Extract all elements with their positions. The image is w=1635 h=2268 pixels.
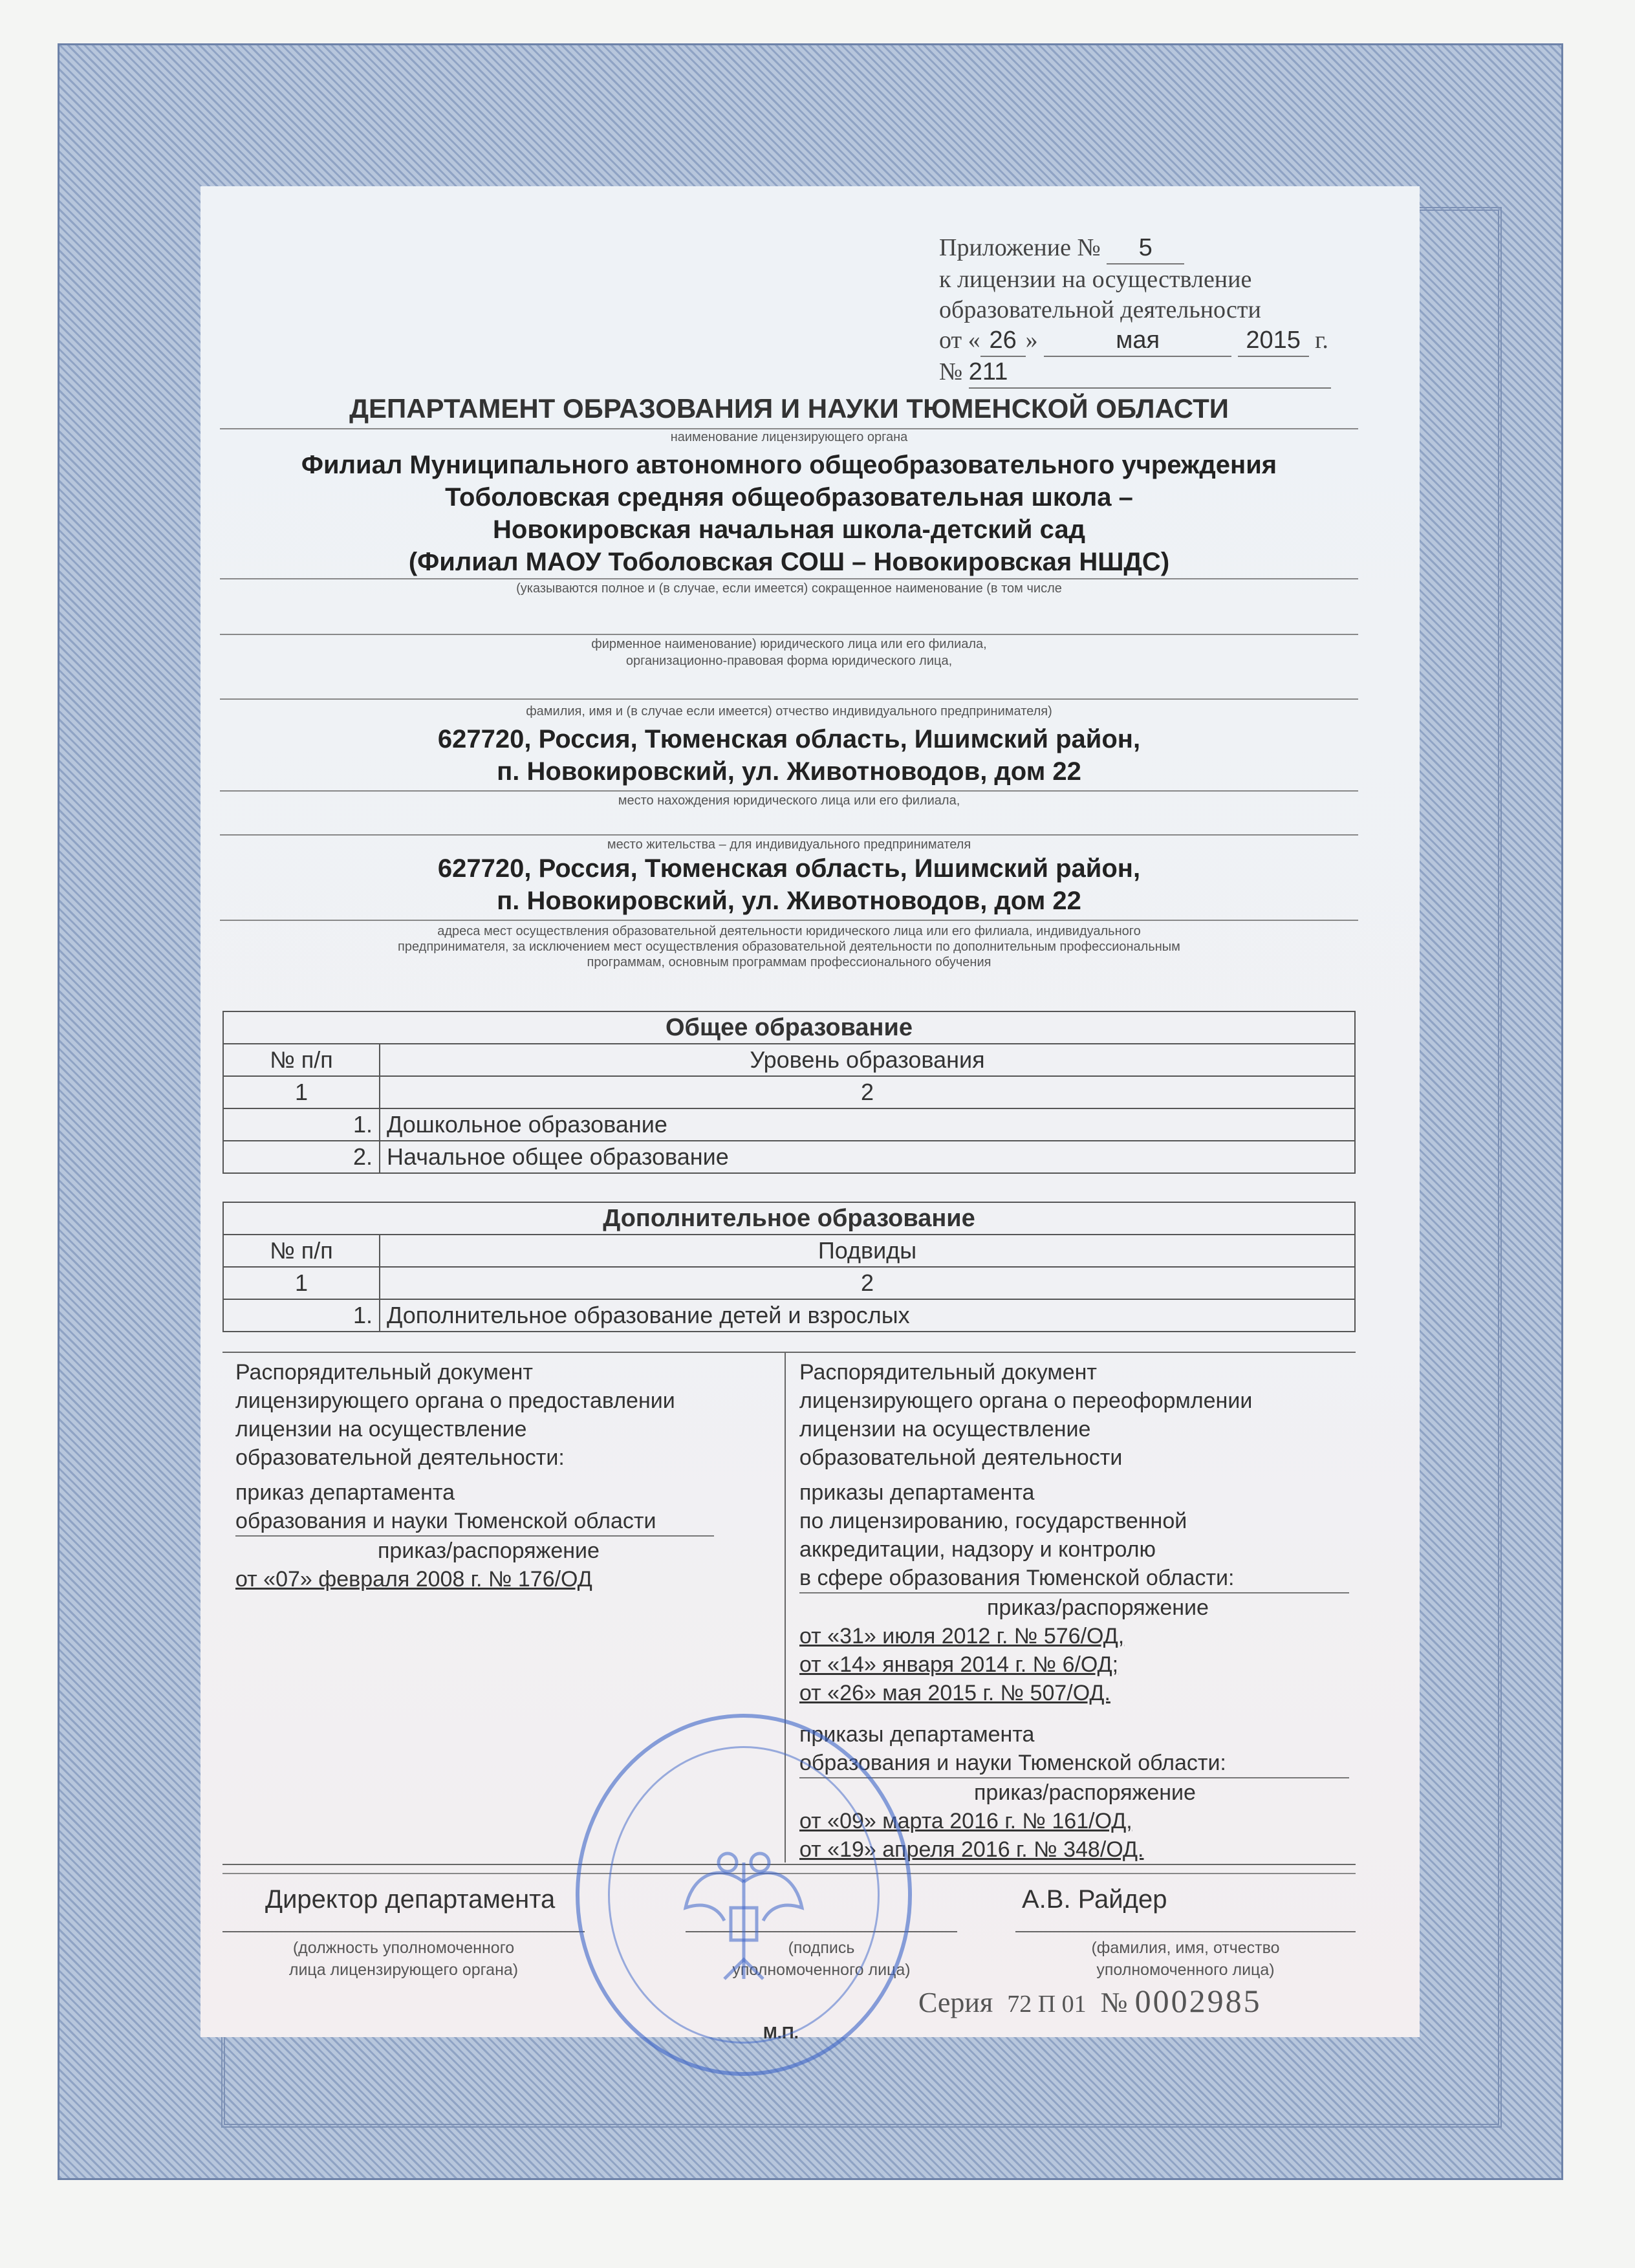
location-caption2: место жительства – для индивидуального предпринимателя	[607, 837, 971, 852]
licensee-name	[220, 449, 1358, 578]
text-line: в сфере образования Тюменской области:	[799, 1564, 1349, 1593]
row-number: 1.	[223, 1108, 380, 1141]
licensee-caption1: (указываются полное и (в случае, если имеется) сокращенное наименование (в том числе	[516, 581, 1062, 596]
appendix-line2: к лицензии на осуществление	[939, 266, 1252, 293]
table-title: Дополнительное образование	[223, 1202, 1355, 1235]
order-type: приказ/распоряжение	[378, 1539, 600, 1563]
order-reference: от «14» января 2014 г. № 6/ОД;	[799, 1652, 1119, 1677]
col-header-subtype: Подвиды	[380, 1235, 1355, 1267]
row-level: Дошкольное образование	[380, 1108, 1355, 1141]
appendix-line3: образовательной деятельности	[939, 296, 1261, 323]
text-line: лицензии на осуществление	[235, 1417, 527, 1442]
series-number-label: №	[1100, 1987, 1128, 2018]
licensee-line: (Филиал МАОУ Тоболовская СОШ – Новокировская НШДС)	[408, 548, 1170, 576]
date-suffix: г.	[1315, 327, 1328, 354]
col-header-level: Уровень образования	[380, 1044, 1355, 1076]
order-reference: от «31» июля 2012 г. № 576/ОД,	[799, 1624, 1125, 1648]
licensee-line: Новокировская начальная школа-детский сад	[493, 515, 1085, 544]
licensee-line: Филиал Муниципального автономного общеобразовательного учреждения	[301, 451, 1277, 479]
series-number: 0002985	[1134, 1983, 1262, 2019]
date-day: 26	[980, 325, 1026, 357]
row-number: 2.	[223, 1141, 380, 1173]
caption-position	[222, 1937, 585, 1981]
table-title: Общее образование	[223, 1011, 1355, 1044]
series-block	[918, 1982, 1262, 2020]
table-row	[223, 1141, 1355, 1173]
text-line: лицензии на осуществление	[799, 1417, 1091, 1442]
appendix-block	[939, 233, 1331, 389]
coat-of-arms-icon	[679, 1837, 808, 1992]
series-label: Серия	[918, 1987, 993, 2018]
licensee-caption3: организационно-правовая форма юридического лица,	[625, 654, 953, 668]
row-number: 1.	[223, 1299, 380, 1332]
order-type: приказ/распоряжение	[987, 1595, 1209, 1620]
position-line	[222, 1931, 585, 1932]
appendix-number: 5	[1107, 233, 1184, 265]
caption-line: предпринимателя, за исключением мест осуществления образовательной деятельности по дополнительным профессиональным	[398, 940, 1180, 954]
additional-education-table	[222, 1202, 1356, 1332]
date-mid: »	[1025, 327, 1038, 354]
location-block	[220, 723, 1358, 788]
series-value: 72 П 01	[1007, 1991, 1087, 2018]
date-year: 2015	[1238, 325, 1309, 357]
row-level: Начальное общее образование	[380, 1141, 1355, 1173]
order-reference: от «26» мая 2015 г. № 507/ОД.	[799, 1681, 1110, 1705]
order-reference: от «09» марта 2016 г. № 161/ОД,	[799, 1809, 1132, 1833]
date-month: мая	[1044, 325, 1231, 357]
text-line: лицензирующего органа о предоставлении	[235, 1388, 675, 1413]
col-header-number: № п/п	[223, 1235, 380, 1267]
text-line: образовательной деятельности:	[235, 1445, 565, 1470]
appendix-label: Приложение №	[939, 234, 1101, 261]
signatory-name: А.В. Райдер	[1022, 1885, 1167, 1914]
text-line: Распорядительный документ	[799, 1360, 1097, 1385]
authority-caption: наименование лицензирующего органа	[670, 430, 908, 444]
licensee-caption2: фирменное наименование) юридического лица или его филиала,	[591, 637, 987, 651]
col-index: 2	[380, 1267, 1355, 1299]
text-line: аккредитации, надзору и контролю	[799, 1537, 1156, 1562]
reg-number: 211	[969, 357, 1331, 389]
activity-address-line1: 627720, Россия, Тюменская область, Ишимский район,	[437, 854, 1141, 883]
order-reference: от «07» февраля 2008 г. № 176/ОД	[235, 1567, 592, 1592]
activity-address-line2: п. Новокировский, ул. Животноводов, дом 22	[497, 887, 1081, 915]
col-index: 2	[380, 1076, 1355, 1108]
location-line1: 627720, Россия, Тюменская область, Ишимский район,	[437, 725, 1141, 753]
text-line: приказ департамента	[235, 1480, 455, 1505]
activity-address-block	[220, 852, 1358, 917]
table-row	[223, 1108, 1355, 1141]
licensee-caption4: фамилия, имя и (в случае если имеется) отчество индивидуального предпринимателя)	[526, 704, 1052, 718]
location-caption1: место нахождения юридического лица или его филиала,	[618, 794, 960, 808]
caption-name	[1015, 1937, 1356, 1981]
seal-place-label: М.П.	[763, 2023, 799, 2042]
col-index: 1	[223, 1076, 380, 1108]
activity-address-caption	[220, 923, 1358, 970]
text-line: лицензирующего органа о переоформлении	[799, 1388, 1253, 1413]
caption-line: (должность уполномоченного	[292, 1939, 515, 1957]
left-order-block	[235, 1358, 772, 1593]
caption-line: программам, основным программам профессионального обучения	[587, 955, 991, 969]
date-prefix: от «	[939, 327, 980, 354]
authority-name: ДЕПАРТАМЕНТ ОБРАЗОВАНИЯ И НАУКИ ТЮМЕНСКОЙ ОБЛАСТИ	[349, 393, 1229, 424]
text-line: по лицензированию, государственной	[799, 1509, 1187, 1533]
text-line: образовательной деятельности	[799, 1445, 1123, 1470]
text-line: образования и науки Тюменской области	[235, 1507, 714, 1537]
order-reference: от «19» апреля 2016 г. № 348/ОД.	[799, 1837, 1144, 1862]
text-line: приказы департамента	[799, 1480, 1035, 1505]
table-row	[223, 1299, 1355, 1332]
name-line	[1015, 1931, 1356, 1932]
general-education-table	[222, 1011, 1356, 1174]
reg-prefix: №	[939, 358, 963, 385]
col-header-number: № п/п	[223, 1044, 380, 1076]
signatory-position: Директор департамента	[265, 1885, 556, 1914]
location-line2: п. Новокировский, ул. Животноводов, дом 22	[497, 757, 1081, 786]
caption-line: уполномоченного лица)	[1096, 1961, 1275, 1979]
caption-line: (фамилия, имя, отчество	[1091, 1939, 1280, 1957]
licensee-line: Тоболовская средняя общеобразовательная школа –	[445, 483, 1133, 512]
text-line: образования и науки Тюменской области:	[799, 1749, 1349, 1778]
right-order-block	[799, 1358, 1349, 1864]
text-line: приказы департамента	[799, 1722, 1035, 1747]
order-type: приказ/распоряжение	[974, 1780, 1196, 1805]
caption-line: уполномоченного лица)	[732, 1961, 911, 1979]
row-level: Дополнительное образование детей и взрослых	[380, 1299, 1355, 1332]
text-line: Распорядительный документ	[235, 1360, 533, 1385]
caption-line: лица лицензирующего органа)	[288, 1961, 519, 1979]
caption-line: адреса мест осуществления образовательной деятельности юридического лица или его филиала, индивидуального	[437, 924, 1141, 938]
col-index: 1	[223, 1267, 380, 1299]
caption-line: (подпись	[788, 1939, 855, 1957]
